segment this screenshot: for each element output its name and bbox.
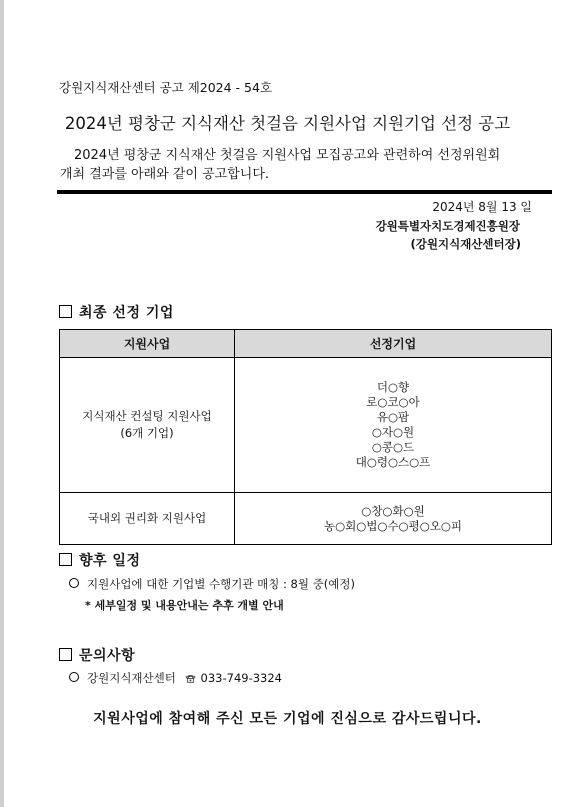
table-row (60, 493, 552, 545)
section-heading-label: 최종 선정 기업 (79, 305, 174, 321)
company-name: ○자○원 (371, 425, 415, 439)
company-name: 대○령○스○프 (355, 455, 431, 469)
schedule-note: * 세부일정 및 내용안내는 추후 개별 안내 (85, 599, 284, 612)
notice-date: 2024년 8월 13 일 (432, 200, 532, 214)
column-header-program: 지원사업 (60, 330, 235, 358)
selected-companies-table (59, 329, 552, 545)
program-name: 국내외 권리화 지원사업 (87, 511, 207, 525)
section-heading-selected (59, 302, 174, 322)
checkbox-square-icon (59, 648, 72, 661)
intro-line-1: 2024년 평창군 지식재산 첫걸음 지원사업 모집공고와 관련하여 선정위원회 (74, 148, 501, 163)
column-header-companies: 선정기업 (235, 330, 552, 358)
checkbox-square-icon (59, 305, 72, 318)
intro-paragraph (60, 146, 540, 184)
program-cell (60, 493, 235, 545)
company-name: 로○코○아 (366, 395, 420, 409)
table-row (60, 358, 552, 493)
section-heading-label: 문의사항 (79, 648, 136, 664)
circle-bullet-icon (69, 672, 79, 682)
notice-number: 강원지식재산센터 공고 제2024 - 54호 (59, 80, 273, 95)
document-title: 2024년 평창군 지식재산 첫걸음 지원사업 지원기업 선정 공고 (64, 114, 511, 133)
telephone-icon (185, 674, 196, 683)
company-name: ○창○화○원 (361, 503, 425, 518)
section-heading-schedule (59, 550, 140, 570)
program-name: 지식재산 컨설팅 지원사업 (82, 409, 212, 423)
issuer-name: 강원특별자치도경제진흥원장 (375, 219, 520, 233)
section-heading-contact (59, 645, 135, 665)
circle-bullet-icon (69, 578, 79, 588)
program-cell (60, 358, 235, 493)
company-name: 농○회○법○수○평○오○피 (324, 518, 462, 533)
schedule-item (69, 576, 355, 592)
contact-item (69, 670, 282, 686)
closing-message: 지원사업에 참여해 주신 모든 기업에 진심으로 감사드립니다. (93, 711, 482, 727)
company-name: 더○향 (376, 380, 410, 394)
company-name: 유○팜 (376, 410, 410, 424)
companies-cell (235, 358, 552, 493)
schedule-text: 지원사업에 대한 기업별 수행기관 매칭 : 8월 중(예정) (87, 577, 355, 591)
section-heading-label: 향후 일정 (79, 553, 141, 569)
checkbox-square-icon (59, 553, 72, 566)
company-name: ○콩○드 (371, 440, 415, 454)
companies-cell (235, 493, 552, 545)
intro-line-2: 개최 결과를 아래와 같이 공고합니다. (60, 167, 270, 182)
header-rule (57, 190, 552, 194)
contact-org: 강원지식재산센터 (87, 671, 176, 685)
program-count: (6개 기업) (120, 426, 174, 440)
issuer-subtitle: (강원지식재산센터장) (410, 237, 521, 251)
table-header-row (60, 330, 552, 358)
contact-phone: 033-749-3324 (200, 671, 282, 685)
